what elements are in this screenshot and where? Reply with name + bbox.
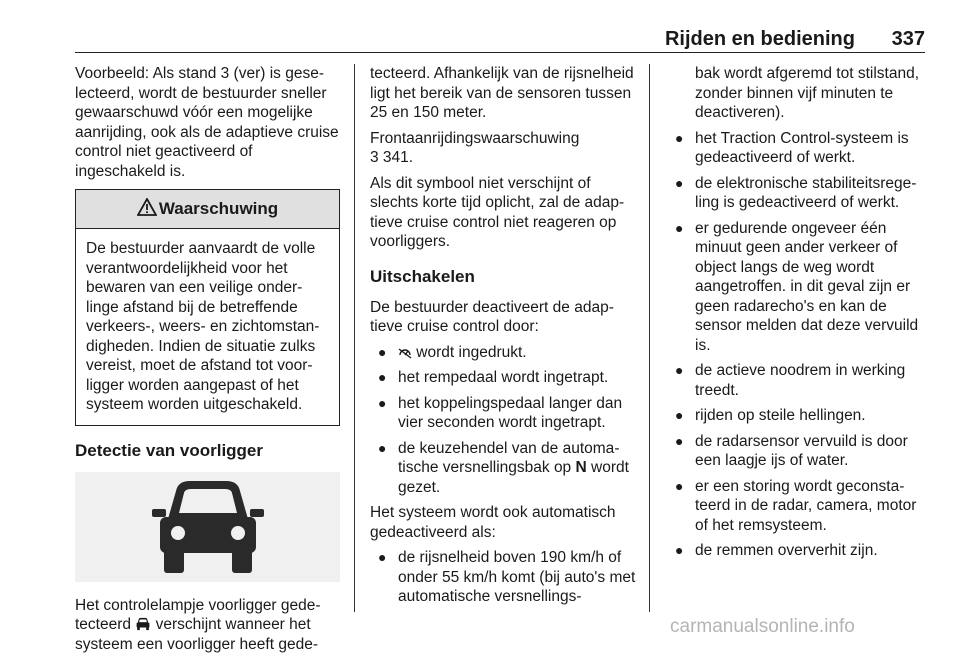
vehicle-ahead-small-icon (135, 617, 151, 631)
warning-header (76, 190, 339, 229)
warning-triangle-icon (137, 198, 157, 216)
list-item: ● de keuzehendel van de automatische versnellingsbak op N wordt gezet. (378, 439, 629, 496)
chapter-title: Rijden en bediening (664, 28, 855, 50)
auto-deactivate-list (370, 548, 638, 607)
cross-reference: Frontaanrijdingswaarschuwing 3 341. (370, 129, 580, 166)
page-number: 337 (891, 28, 925, 50)
list-item: ● het rempedaal wordt ingetrapt. (378, 369, 609, 386)
intro-paragraph: Voorbeeld: Als stand 3 (ver) is geselecteerd, wordt de bestuurder sneller gewaarschuwd vóór een mogelijke aanrijding, ook als de adaptieve cruise control niet geactiveerd of ingeschakeld is. (75, 65, 339, 180)
auto-deactivate-intro: Het systeem wordt ook automatisch gedeactiveerd als: (370, 504, 616, 541)
list-item: ● wordt ingedrukt. (378, 343, 527, 361)
list-item: ● het koppelingspedaal langer dan vier seconden wordt ingetrapt. (378, 394, 623, 431)
warning-text: De bestuurder aanvaardt de volle verantwoordelijkheid voor het bewaren van een veilige onderlinge afstand bij de betreffende verkeers-, weers- en zichtomstandigheden. Indien de situatie zulks vereist, moet de afstand tot voorligger worden aangepast of het systeem worden uitgeschakeld. (86, 240, 320, 413)
list-item: ● de actieve noodrem in werking treedt. (675, 362, 906, 399)
deactivate-intro: De bestuurder deactiveert de adaptieve cruise control door: (370, 298, 614, 335)
vehicle-ahead-illustration (75, 472, 340, 582)
watermark: carmanualsonline.info (670, 616, 855, 637)
list-item: ● er gedurende ongeveer één minuut geen ander verkeer of object langs de weg wordt aangetroffen. in dit geval zijn er geen radarecho's en kan de sensor melden dat deze vervuild is. (675, 219, 919, 354)
column-2 (370, 64, 638, 613)
warning-title: Waarschuwing (158, 199, 279, 218)
column-3 (665, 64, 927, 567)
auto-deactivate-list-continued (665, 129, 927, 561)
section-heading-uitschakelen: Uitschakelen (370, 266, 475, 286)
indicator-paragraph: Het controlelampje voorligger gedetecteerd verschijnt wanneer het systeem een voorligger heeft gede- (75, 596, 321, 653)
range-paragraph: tecteerd. Afhankelijk van de rijsnelheid ligt het bereik van de sensoren tussen 25 en 150 meter. (370, 65, 634, 121)
list-item: ● het Traction Control-systeem is gedeactiveerd of werkt. (675, 129, 909, 166)
section-heading-detectie: Detectie van voorligger (75, 440, 264, 460)
list-item: ● de rijsnelheid boven 190 km/h of onder 55 km/h komt (bij auto's met automatische versnellings- (378, 549, 636, 605)
list-item: ● de remmen oververhit zijn. (675, 542, 878, 559)
continued-text: bak wordt afgeremd tot stilstand, zonder binnen vijf minuten te deactiveren). (695, 65, 920, 121)
list-item: ● rijden op steile hellingen. (675, 407, 866, 424)
column-1 (75, 64, 340, 660)
vehicle-ahead-icon (148, 477, 268, 577)
list-item: ● de radarsensor vervuild is door een laagje ijs of water. (675, 432, 908, 469)
column-divider-2 (649, 64, 650, 612)
list-item: ● de elektronische stabiliteitsregeling is gedeactiveerd of werkt. (675, 174, 917, 211)
cruise-control-off-icon (398, 347, 412, 359)
column-divider-1 (354, 64, 355, 612)
warning-box (75, 189, 340, 426)
list-item: ● er een storing wordt geconstateerd in de radar, camera, motor of het remsysteem. (675, 477, 917, 534)
symbol-paragraph: Als dit symbool niet verschijnt of slechts korte tijd oplicht, zal de adaptieve cruise control niet reageren op voorliggers. (370, 174, 625, 250)
deactivate-list (370, 343, 638, 498)
page-header (75, 0, 925, 53)
